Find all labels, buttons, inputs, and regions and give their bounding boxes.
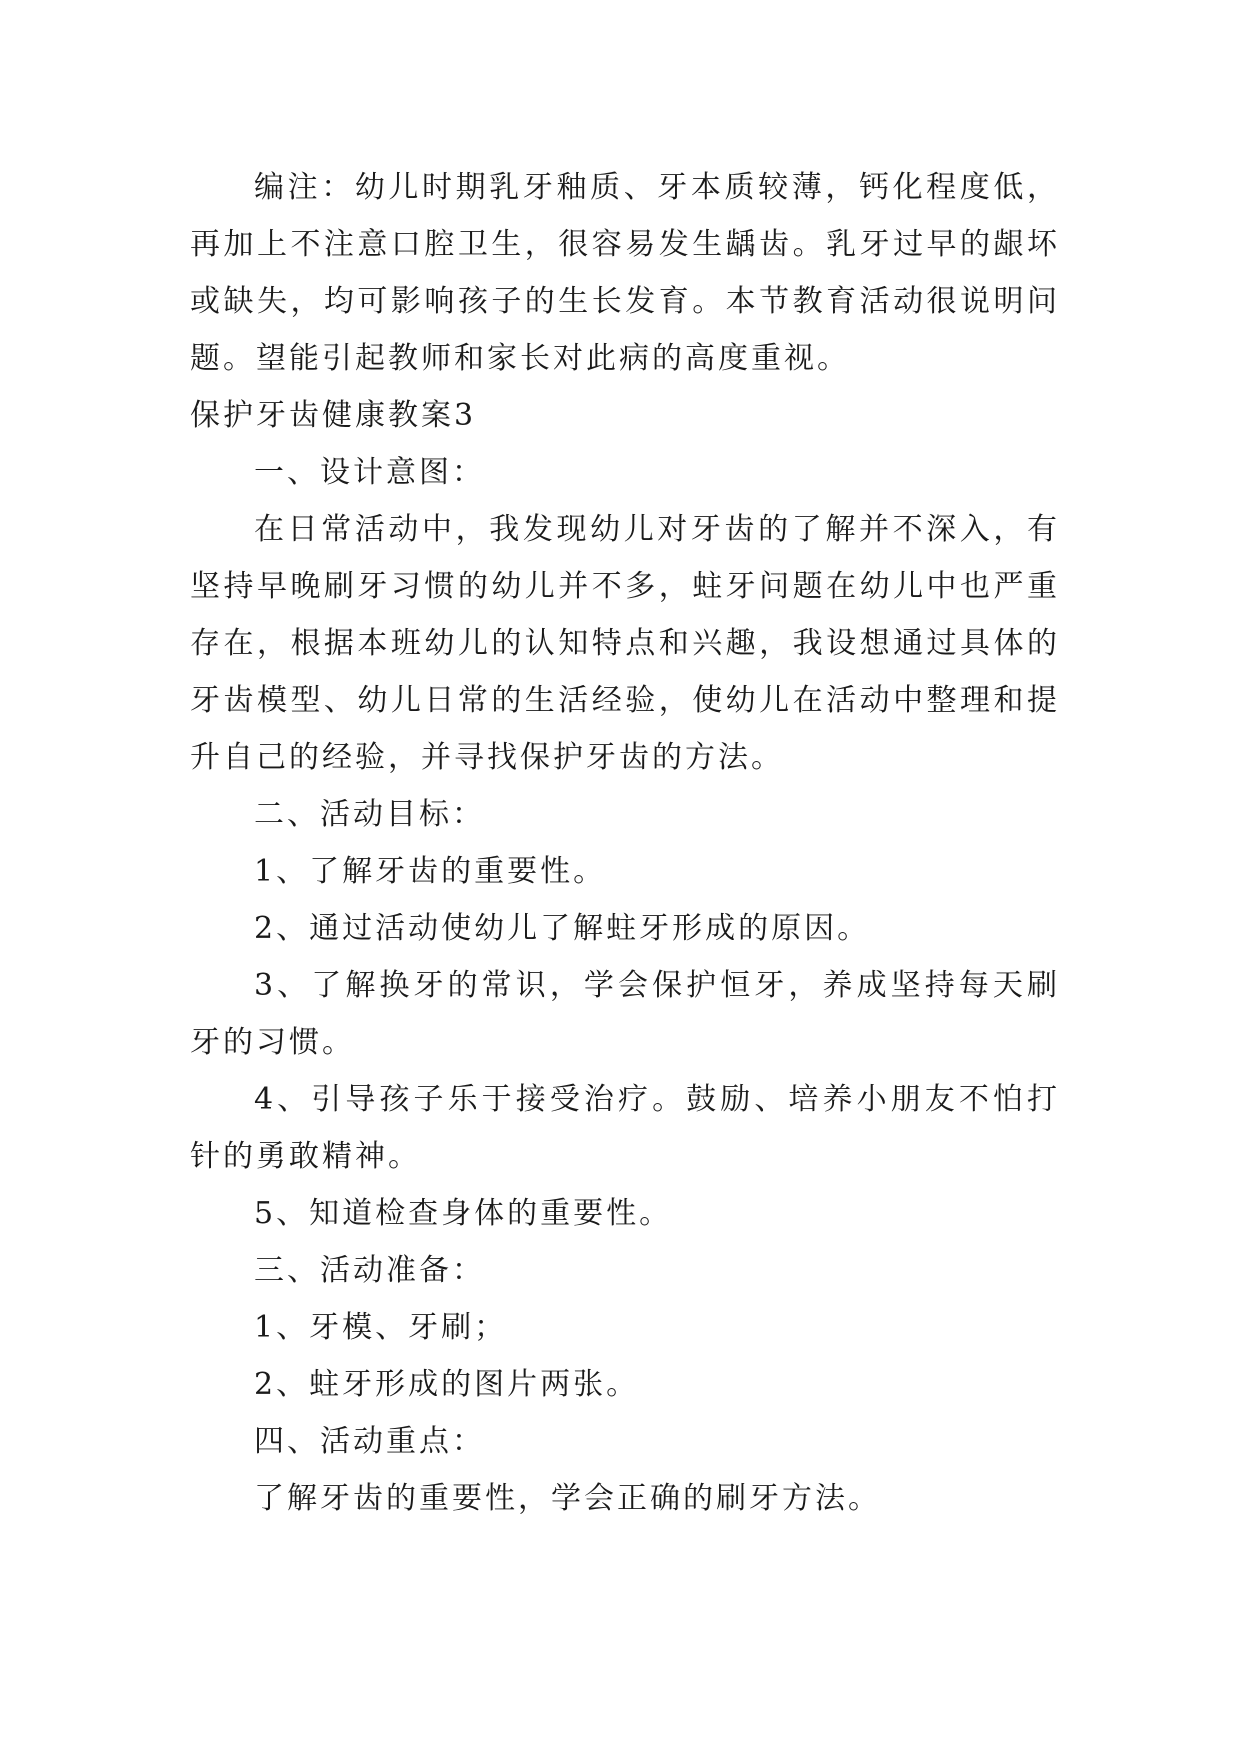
section-heading-preparation: 三、活动准备：: [254, 1253, 485, 1288]
goal-item-2: 2、通过活动使幼儿了解蛀牙形成的原因。: [254, 911, 871, 946]
document-body: [190, 159, 1060, 1527]
editor-note-paragraph: 编注：幼儿时期乳牙釉质、牙本质较薄，钙化程度低，再加上不注意口腔卫生，很容易发生龋齿。乳牙过早的龈坏或缺失，均可影响孩子的生长发育。本节教育活动很说明问题。望能引起教师和家长对此病的高度重视。: [190, 170, 1060, 376]
preparation-item-1: 1、牙模、牙刷；: [254, 1310, 508, 1345]
focus-item-1: 了解牙齿的重要性，学会正确的刷牙方法。: [254, 1481, 881, 1516]
section-heading-design-intent: 一、设计意图：: [254, 455, 485, 490]
preparation-item-2: 2、蛀牙形成的图片两张。: [254, 1367, 640, 1402]
section-heading-focus: 四、活动重点：: [254, 1424, 485, 1459]
goal-item-4: 4、引导孩子乐于接受治疗。鼓励、培养小朋友不怕打针的勇敢精神。: [190, 1082, 1060, 1174]
goal-item-3: 3、了解换牙的常识，学会保护恒牙，养成坚持每天刷牙的习惯。: [190, 968, 1060, 1060]
section-heading-activity-goals: 二、活动目标：: [254, 797, 485, 832]
lesson-plan-title: 保护牙齿健康教案3: [190, 398, 477, 433]
design-intent-paragraph: 在日常活动中，我发现幼儿对牙齿的了解并不深入，有坚持早晚刷牙习惯的幼儿并不多，蛀牙问题在幼儿中也严重存在，根据本班幼儿的认知特点和兴趣，我设想通过具体的牙齿模型、幼儿日常的生活经验，使幼儿在活动中整理和提升自己的经验，并寻找保护牙齿的方法。: [190, 512, 1060, 775]
goal-item-1: 1、了解牙齿的重要性。: [254, 854, 607, 889]
goal-item-5: 5、知道检查身体的重要性。: [254, 1196, 673, 1231]
